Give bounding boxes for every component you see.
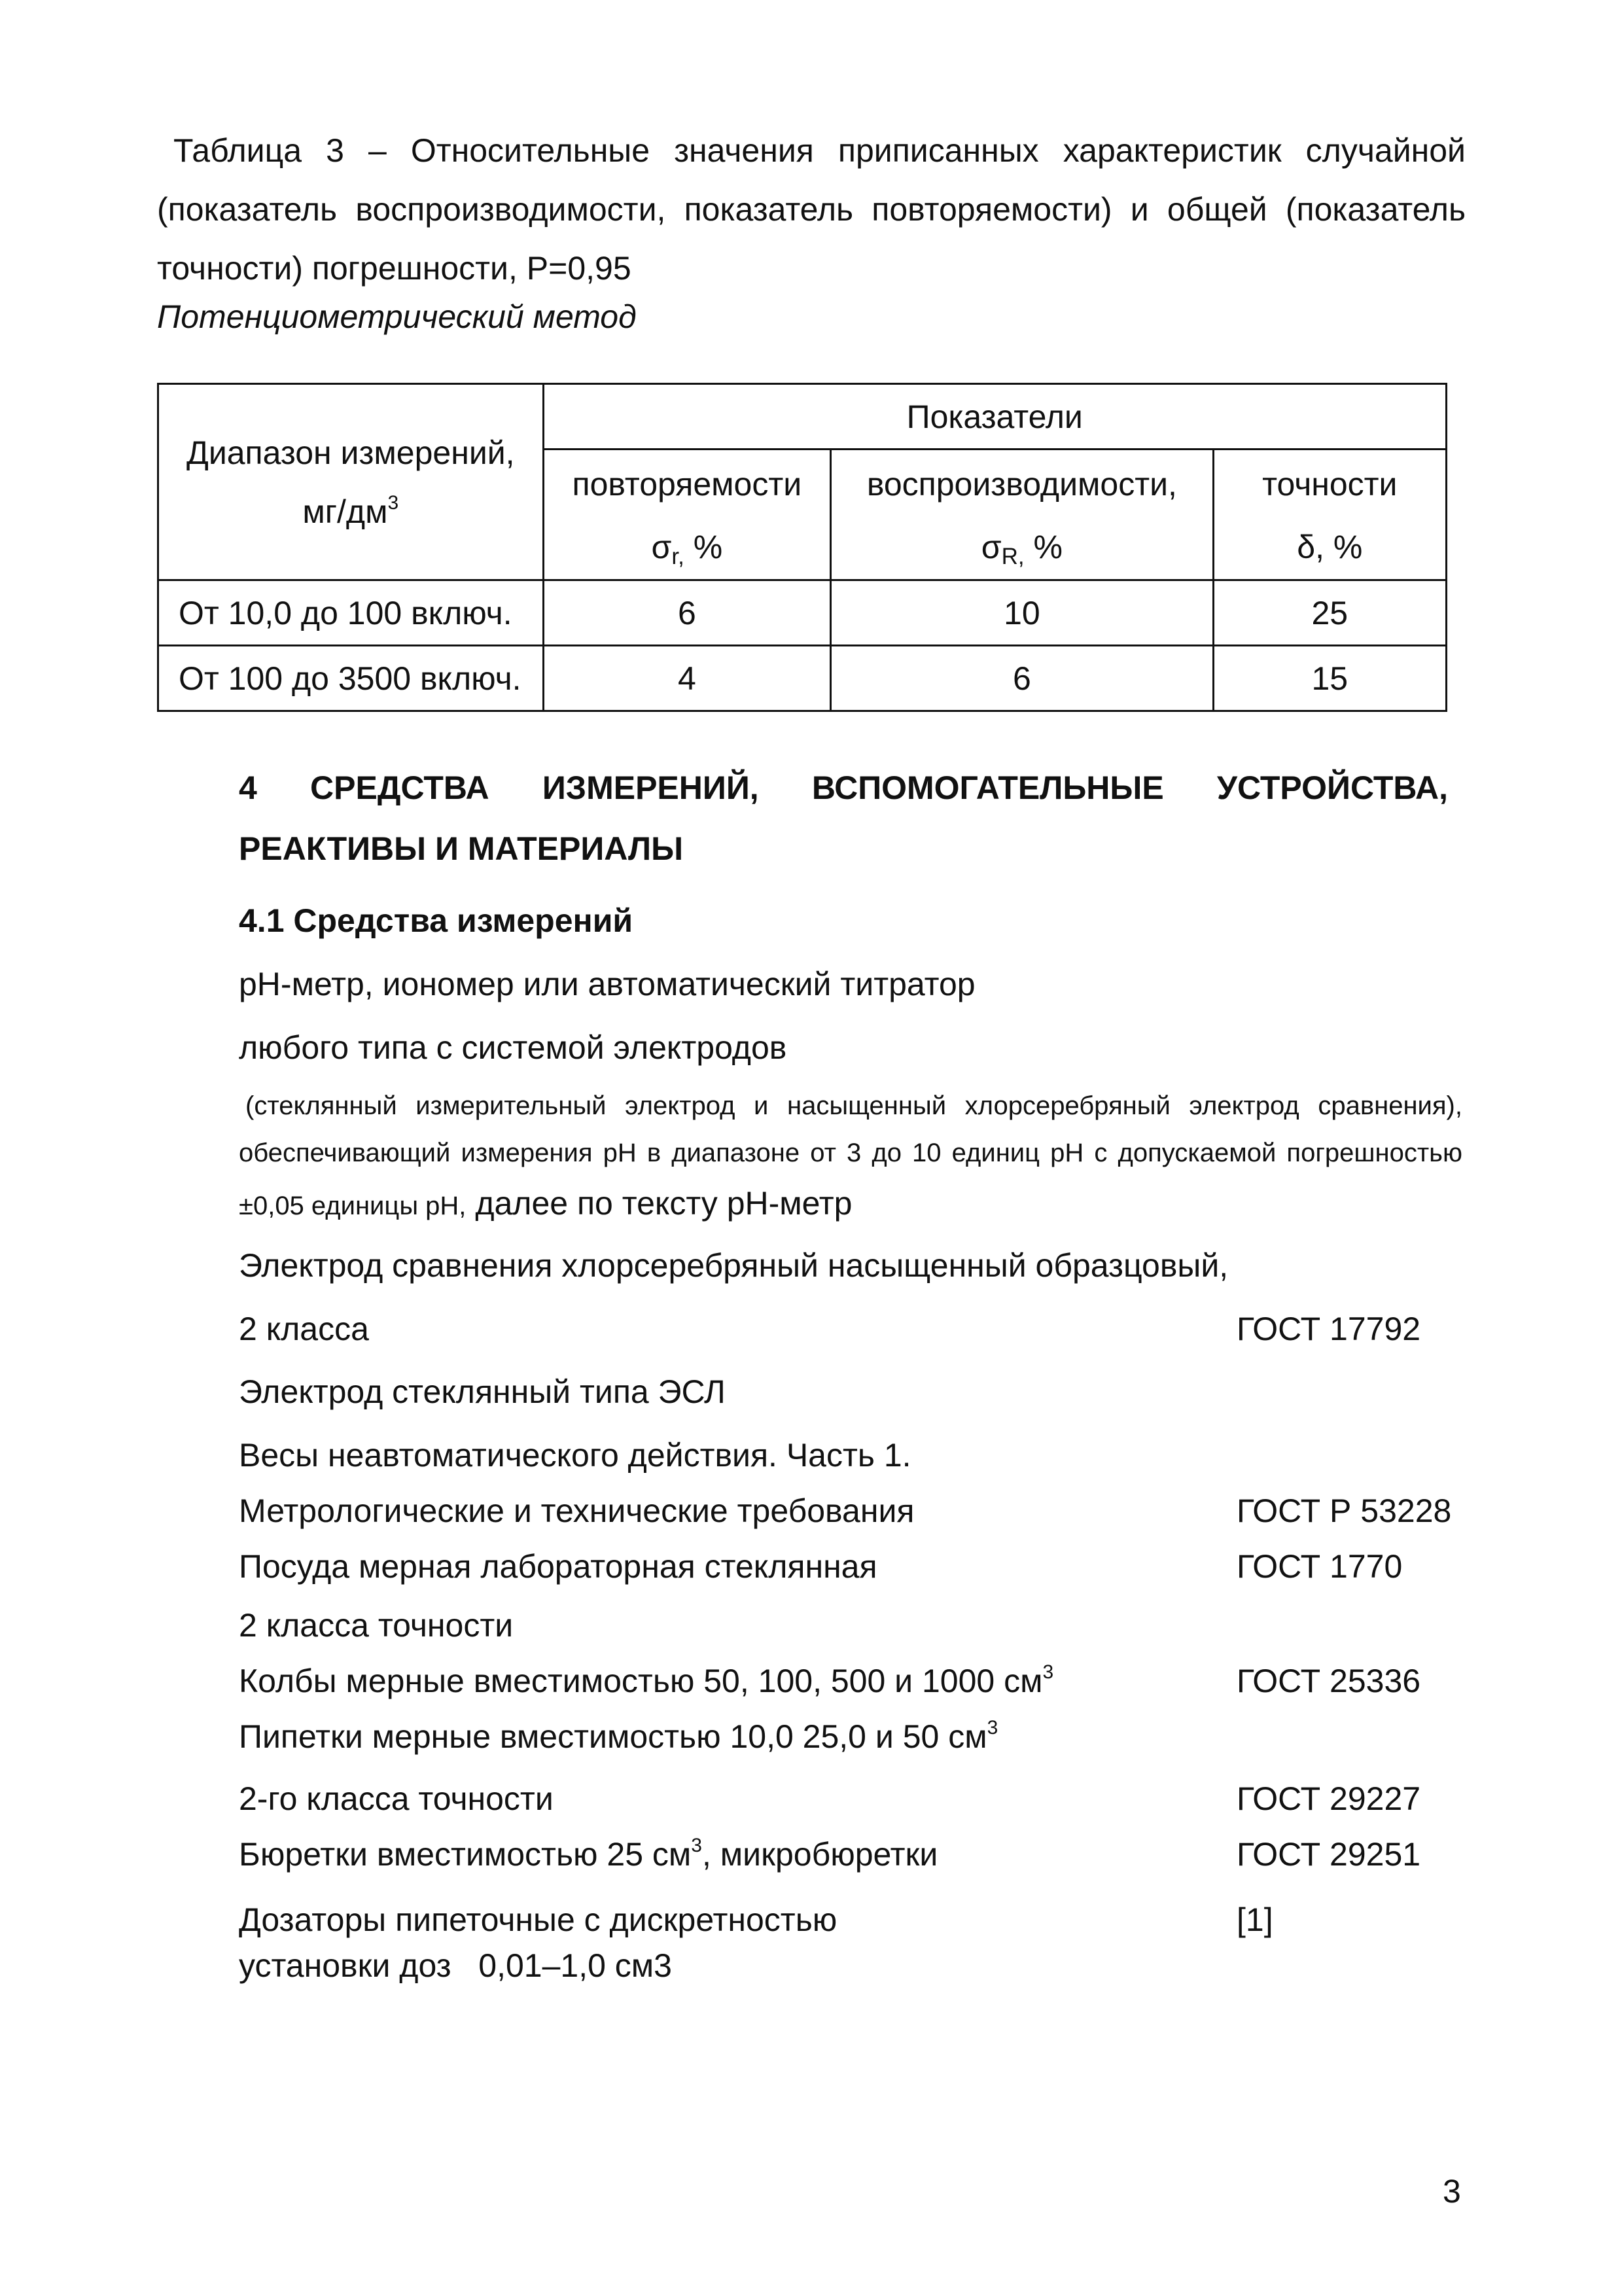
caption-line-1: Таблица 3 – Относительные значения приписанных характеристик случайной [173,132,1466,169]
row-repeatability: 4 [543,646,831,711]
dosers-reference: [1] [1237,1901,1273,1938]
results-table [157,383,1447,712]
header-accuracy-title: точности [1262,465,1398,503]
burettes-sup: 3 [691,1835,702,1856]
section-word-2: ИЗМЕРЕНИЙ, [542,769,759,806]
dosers-line-1: Дозаторы пипеточные с дискретностью [239,1901,837,1938]
ph-meter-note-3-tail: далее по тексту рН-метр [466,1185,853,1222]
ph-meter-note-2: обеспечивающий измерения рН в диапазоне от 3 до 10 единиц рН с допускаемой погрешностью [239,1139,1462,1167]
header-accuracy-sym: δ, % [1297,528,1363,565]
ph-meter-note-3 [239,1184,853,1222]
header-repeatability-sym: σ [651,528,672,565]
page-number: 3 [1443,2173,1461,2210]
pipettes [239,1718,998,1756]
reference-electrode-line-1: Электрод сравнения хлорсеребряный насыщенный образцовый, [239,1247,1229,1284]
header-range-unit: мг/дм [302,493,388,530]
header-accuracy [1213,450,1446,580]
header-reproducibility-sub: R, [1001,543,1025,569]
header-reproducibility [831,450,1214,580]
caption-line-2: (показатель воспроизводимости, показатель повторяемости) и общей (показатель [157,191,1466,228]
row-accuracy: 25 [1213,580,1446,646]
pipettes-sup: 3 [987,1717,998,1739]
header-repeatability-unit: % [684,528,723,565]
burettes [239,1835,938,1873]
section-word-3: ВСПОМОГАТЕЛЬНЫЕ [811,769,1164,806]
dosers-line-2: установки доз 0,01–1,0 см3 [239,1947,672,1984]
pipettes-text: Пипетки мерные вместимостью 10,0 25,0 и 50 см [239,1718,987,1755]
table-caption [157,121,1466,298]
row-accuracy: 15 [1213,646,1446,711]
header-reproducibility-title: воспроизводимости, [866,465,1177,503]
burettes-text: Бюретки вместимостью 25 см [239,1836,692,1873]
section-word-4: УСТРОЙСТВА, [1216,769,1448,806]
burettes-tail: , микробюретки [701,1836,938,1873]
reference-electrode-gost: ГОСТ 17792 [1237,1311,1421,1347]
ph-meter-note-1: (стеклянный измерительный электрод и насыщенный хлорсеребряный электрод сравнения), [245,1091,1462,1120]
table-row [158,580,1447,646]
row-range: От 10,0 до 100 включ. [158,580,544,646]
header-range-label: Диапазон измерений, [186,434,515,471]
section-number: 4 [239,769,257,806]
row-reproducibility: 6 [831,646,1214,711]
header-reproducibility-sym: σ [981,528,1002,565]
flasks [239,1662,1053,1700]
header-group: Показатели [543,384,1446,450]
pipettes-class: 2-го класса точности [239,1780,554,1817]
header-range-unit-sup: 3 [387,491,399,514]
scales-line-1: Весы неавтоматического действия. Часть 1. [239,1437,911,1474]
glassware: Посуда мерная лабораторная стеклянная [239,1548,877,1585]
flasks-gost: ГОСТ 25336 [1237,1663,1421,1699]
header-repeatability-sub: r, [671,543,684,569]
scales-line-2: Метрологические и технические требования [239,1492,915,1529]
glassware-gost: ГОСТ 1770 [1237,1548,1403,1585]
section-heading [239,769,1448,807]
glassware-class: 2 класса точности [239,1607,514,1644]
method-label: Потенциометрический метод [157,298,637,335]
ph-meter-line-2: любого типа с системой электродов [239,1029,787,1066]
reference-electrode-line-2: 2 класса [239,1311,369,1347]
caption-line-3: точности) погрешности, Р=0,95 [157,250,631,287]
subsection-heading: 4.1 Средства измерений [239,902,633,939]
header-reproducibility-unit: % [1024,528,1063,565]
header-range [158,384,544,580]
section-word-1: СРЕДСТВА [310,769,489,806]
table-row [158,646,1447,711]
row-reproducibility: 10 [831,580,1214,646]
scales-gost: ГОСТ Р 53228 [1237,1492,1452,1529]
header-repeatability [543,450,831,580]
burettes-gost: ГОСТ 29251 [1237,1836,1421,1873]
row-repeatability: 6 [543,580,831,646]
flasks-text: Колбы мерные вместимостью 50, 100, 500 и 1000 см [239,1663,1043,1699]
row-range: От 100 до 3500 включ. [158,646,544,711]
ph-meter-note-3-small: ±0,05 единицы рН, [239,1192,467,1220]
section-heading-line-2: РЕАКТИВЫ И МАТЕРИАЛЫ [239,830,684,867]
pipettes-gost: ГОСТ 29227 [1237,1780,1421,1817]
ph-meter-line-1: рН-метр, иономер или автоматический титратор [239,966,976,1002]
flasks-sup: 3 [1042,1661,1054,1683]
glass-electrode: Электрод стеклянный типа ЭСЛ [239,1373,726,1410]
header-repeatability-title: повторяемости [572,465,802,503]
